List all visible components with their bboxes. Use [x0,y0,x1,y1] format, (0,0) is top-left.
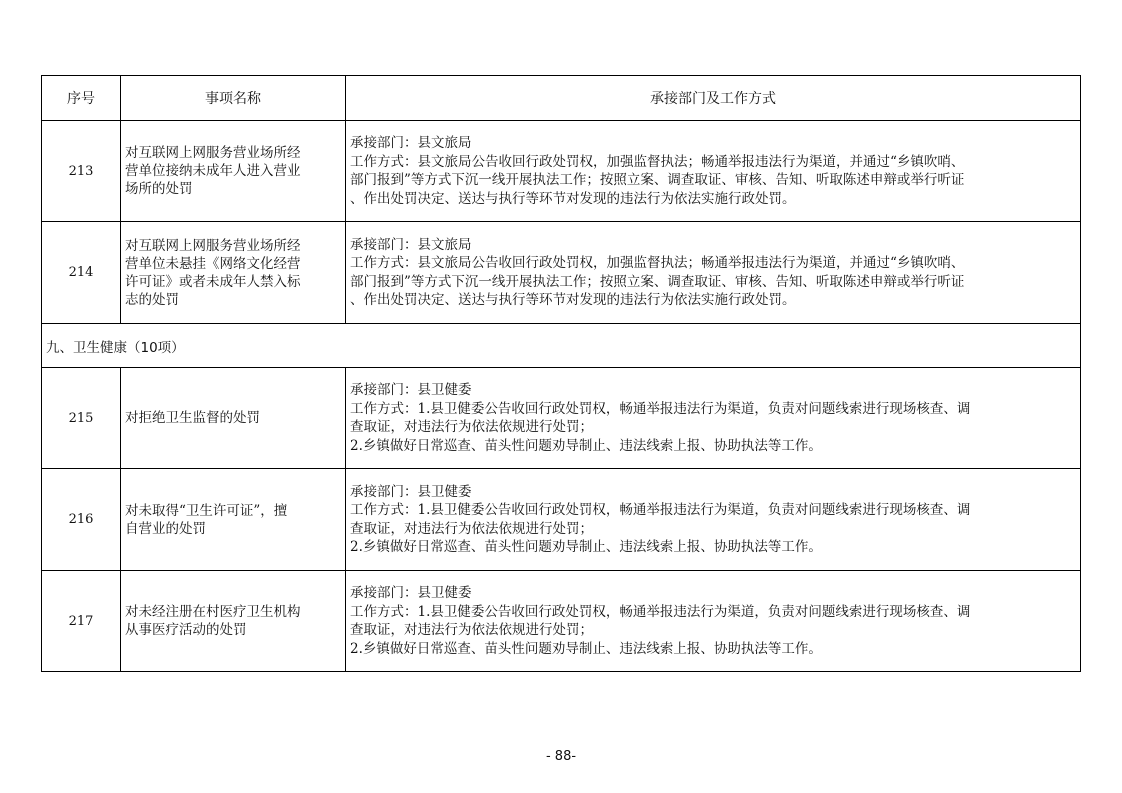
row-seq: 217 [42,571,121,672]
row-desc: 承接部门：县卫健委 工作方式：1.县卫健委公告收回行政处罚权，畅通举报违法行为渠道，负责对问题线索进行现场核查、调 查取证，对违法行为依法依规进行处罚； 2.乡镇做好日常巡查、苗头性问题劝导制止、违法线索上报、协助执法等工作。 [346,571,1081,672]
section-row [42,324,1081,368]
row-name: 对互联网上网服务营业场所经 营单位未悬挂《网络文化经营 许可证》或者未成年人禁入标 志的处罚 [121,222,346,324]
row-name: 对未经注册在村医疗卫生机构 从事医疗活动的处罚 [121,571,346,672]
section-title: 九、卫生健康（10项） [42,324,1081,368]
table-row [42,121,1081,222]
table-row [42,222,1081,324]
row-name: 对未取得“卫生许可证”，擅 自营业的处罚 [121,469,346,571]
table-row [42,571,1081,672]
header-name: 事项名称 [121,76,346,121]
row-desc: 承接部门：县文旅局 工作方式：县文旅局公告收回行政处罚权，加强监督执法；畅通举报违法行为渠道，并通过“乡镇吹哨、 部门报到”等方式下沉一线开展执法工作；按照立案、调查取证、审核、告知、听取陈述申辩或举行听证 、作出处罚决定、送达与执行等环节对发现的违法行为依法实施行政处罚。 [346,121,1081,222]
row-desc: 承接部门：县文旅局 工作方式：县文旅局公告收回行政处罚权，加强监督执法；畅通举报违法行为渠道，并通过“乡镇吹哨、 部门报到”等方式下沉一线开展执法工作；按照立案、调查取证、审核、告知、听取陈述申辩或举行听证 、作出处罚决定、送达与执行等环节对发现的违法行为依法实施行政处罚。 [346,222,1081,324]
table-row [42,368,1081,469]
row-desc: 承接部门：县卫健委 工作方式：1.县卫健委公告收回行政处罚权，畅通举报违法行为渠道，负责对问题线索进行现场核查、调 查取证，对违法行为依法依规进行处罚； 2.乡镇做好日常巡查、苗头性问题劝导制止、违法线索上报、协助执法等工作。 [346,469,1081,571]
row-desc: 承接部门：县卫健委 工作方式：1.县卫健委公告收回行政处罚权，畅通举报违法行为渠道，负责对问题线索进行现场核查、调 查取证，对违法行为依法依规进行处罚； 2.乡镇做好日常巡查、苗头性问题劝导制止、违法线索上报、协助执法等工作。 [346,368,1081,469]
page-number: - 88- [545,749,577,764]
table-header-row [42,76,1081,121]
row-name: 对拒绝卫生监督的处罚 [121,368,346,469]
matters-table [41,75,1081,672]
header-seq: 序号 [42,76,121,121]
row-seq: 215 [42,368,121,469]
row-seq: 213 [42,121,121,222]
row-seq: 216 [42,469,121,571]
row-name: 对互联网上网服务营业场所经 营单位接纳未成年人进入营业 场所的处罚 [121,121,346,222]
row-seq: 214 [42,222,121,324]
header-dept: 承接部门及工作方式 [346,76,1081,121]
table-row [42,469,1081,571]
